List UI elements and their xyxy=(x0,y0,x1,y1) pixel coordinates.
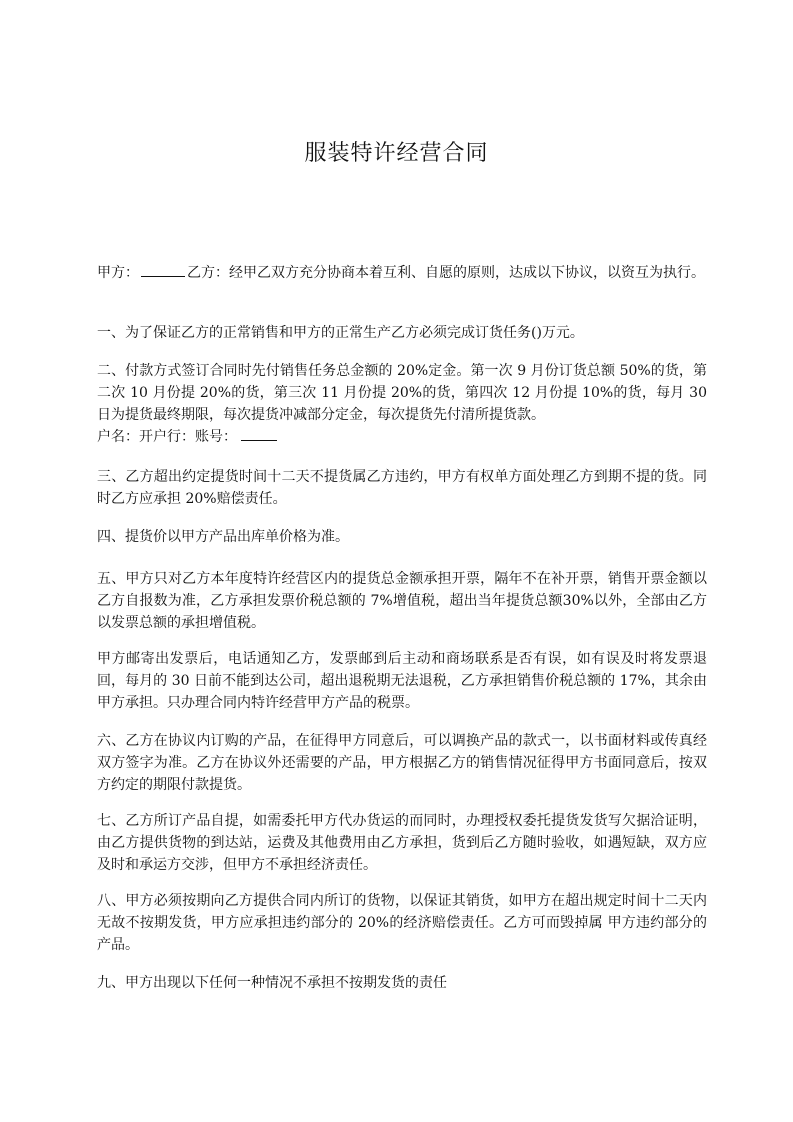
clause-3: 三、乙方超出约定提货时间十二天不提货属乙方违约，甲方有权单方面处理乙方到期不提的货。同时乙方应承担 20%赔偿责任。 xyxy=(97,469,707,507)
clause-7: 七、乙方所订产品自提，如需委托甲方代办货运的而同时，办理授权委托提货发货写欠据洽证明，由乙方提供货物的到达站，运费及其他费用由乙方承担，货到后乙方随时验收，如遇短缺，双方应及时和承运方交涉，但甲方不承担经济责任。 xyxy=(97,813,707,873)
clause-6: 六、乙方在协议内订购的产品，在征得甲方同意后，可以调换产品的款式一，以书面材料或传真经双方签字为准。乙方在协议外还需要的产品，甲方根据乙方的销售情况征得甲方书面同意后，按双方约定的期限付款提货。 xyxy=(97,733,707,793)
clause-5: 五、甲方只对乙方本年度特许经营区内的提货总金额承担开票，隔年不在补开票，销售开票金额以乙方自报数为准，乙方承担发票价税总额的 7%增值税，超出当年提货总额30%以外，全部由乙方以发票总额的承担增值税。 xyxy=(97,571,707,631)
document-title: 服装特许经营合同 xyxy=(304,141,489,166)
intro-paragraph xyxy=(97,262,707,284)
account-labels: 户名：开户行：账号： xyxy=(97,429,237,445)
clause-5-note: 甲方邮寄出发票后，电话通知乙方，发票邮到后主动和商场联系是否有误，如有误及时将发票退回，每月的 30 日前不能到达公司，超出退税期无法退税，乙方承担销售价税总额的 17%，其余由甲方承担。只办理合同内特许经营甲方产品的税票。 xyxy=(97,651,707,711)
party-a-blank xyxy=(141,262,185,277)
account-line xyxy=(97,426,707,448)
account-blank xyxy=(241,426,277,441)
clause-8: 八、甲方必须按期向乙方提供合同内所订的货物，以保证其销货，如甲方在超出规定时间十二天内无故不按期发货，甲方应承担违约部分的 20%的经济赔偿责任。乙方可而毁掉属 甲方违约部分的产品。 xyxy=(97,893,707,953)
clause-2: 二、付款方式签订合同时先付销售任务总金额的 20%定金。第一次 9 月份订货总额 50%的货，第二次 10 月份提 20%的货，第三次 11 月份提 20%的货，第四次 12 月份提 10%的货，每月 30 日为提货最终期限，每次提货冲减部分定金，每次提货先付清所提货款。 xyxy=(97,363,707,423)
clause-9: 九、甲方出现以下任何一种情况不承担不按期发货的责任 xyxy=(97,975,447,991)
party-a-label: 甲方： xyxy=(97,265,139,281)
clause-4: 四、提货价以甲方产品出库单价格为准。 xyxy=(97,529,349,545)
clause-1: 一、为了保证乙方的正常销售和甲方的正常生产乙方必须完成订货任务()万元。 xyxy=(97,325,584,341)
intro-text: 乙方：经甲乙双方充分协商本着互利、自愿的原则，达成以下协议，以资互为执行。 xyxy=(187,265,705,281)
